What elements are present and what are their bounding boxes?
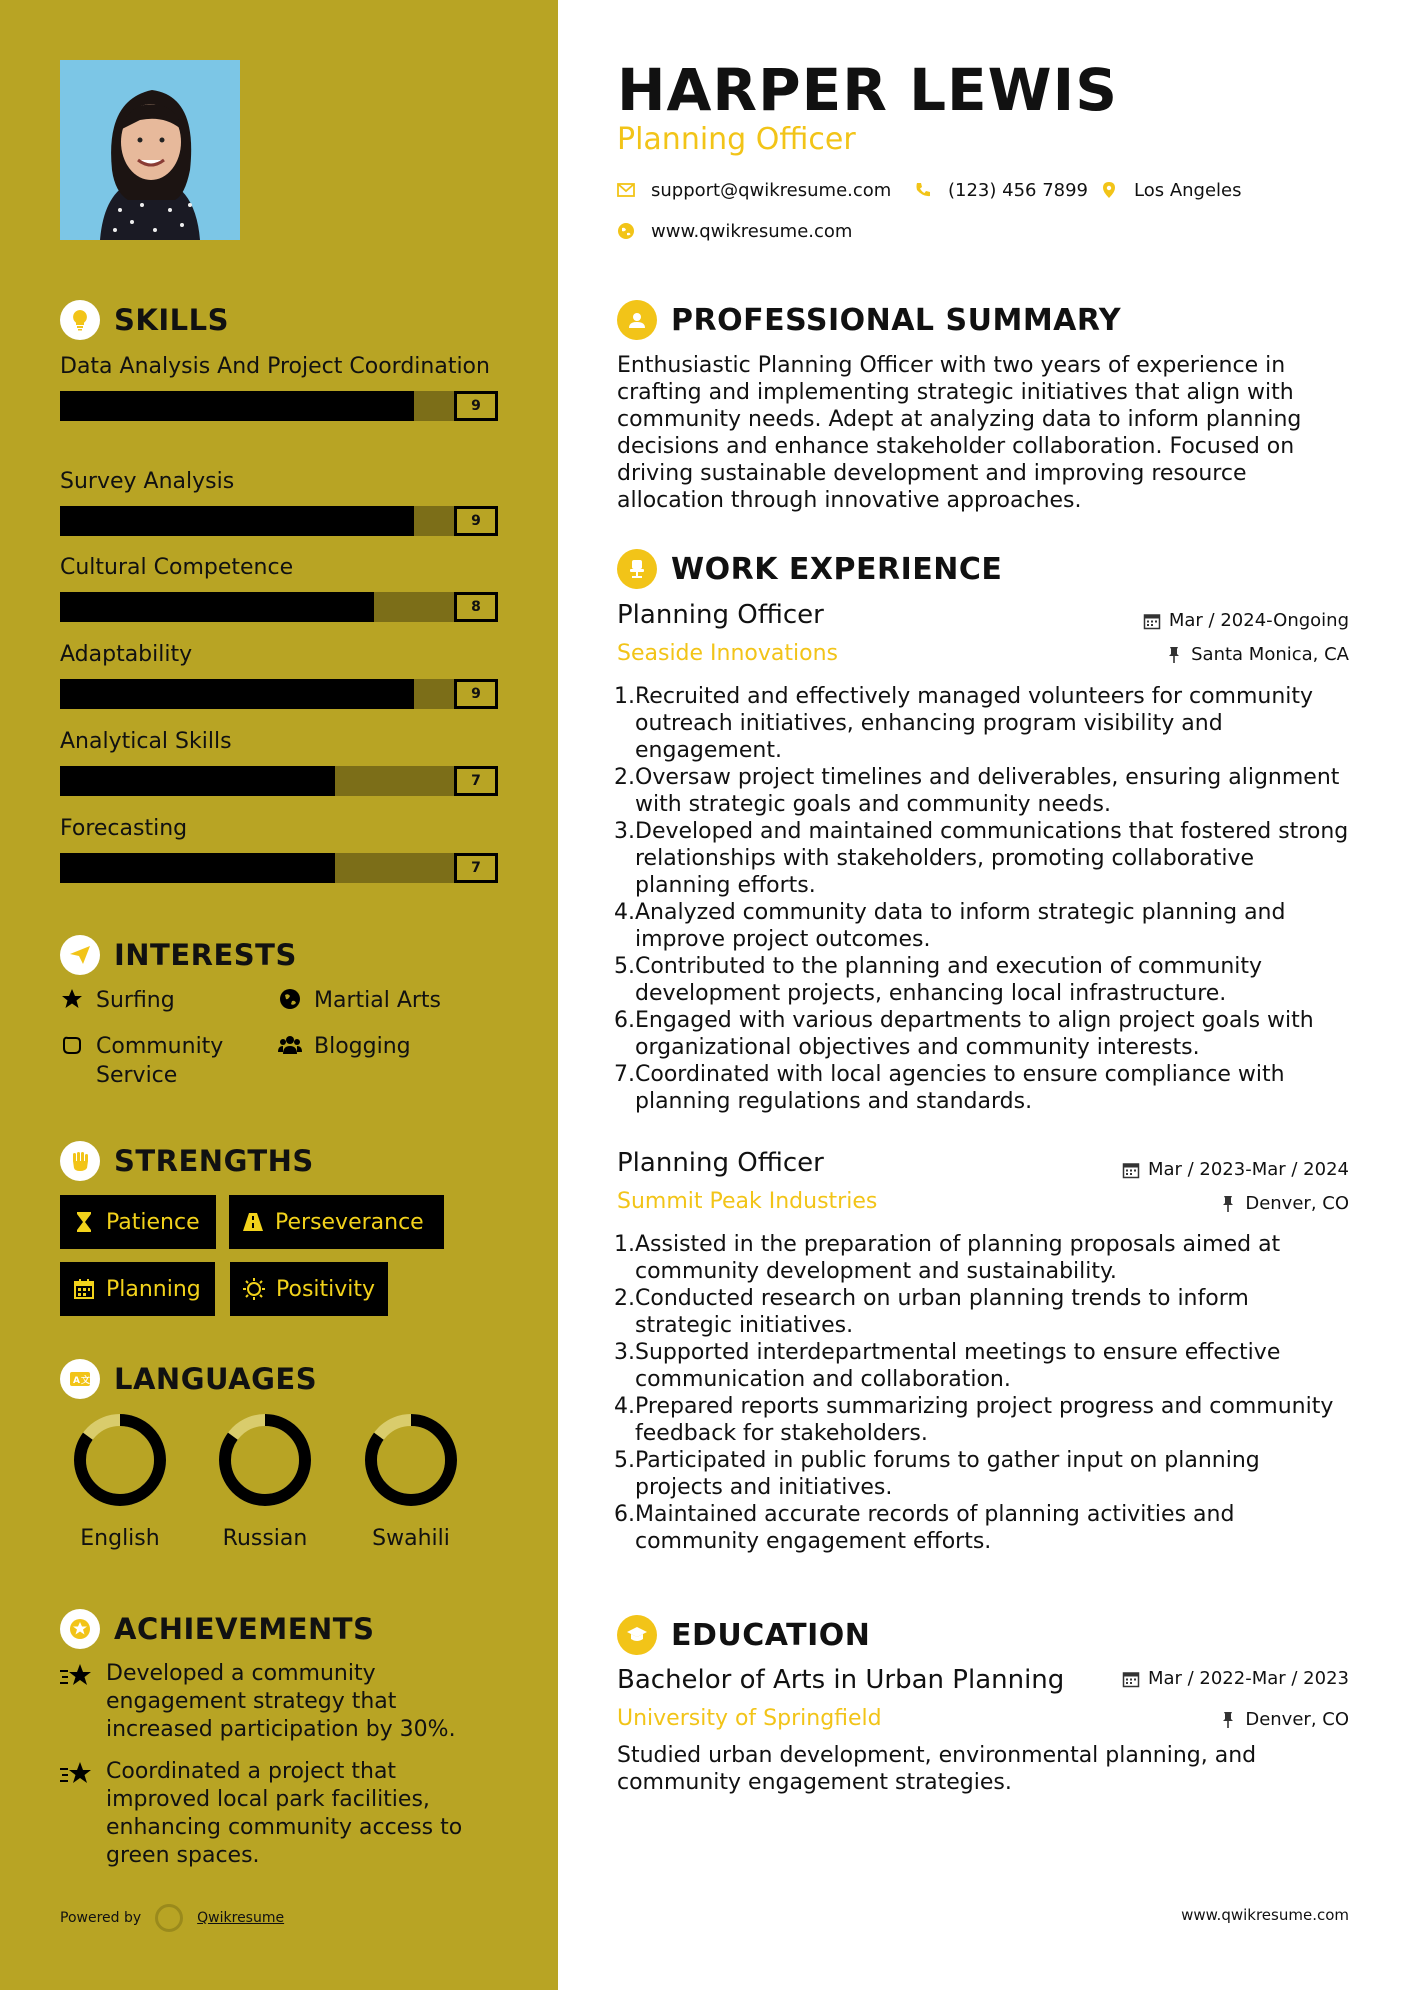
bullet-number: 6. [614, 1502, 635, 1527]
language-icon [60, 1359, 100, 1399]
language-ring [72, 1412, 168, 1508]
job-bullets [611, 1231, 1351, 1555]
contact-location [1100, 180, 1242, 201]
interest-item [278, 986, 441, 1015]
skill-item [60, 467, 498, 536]
achievement-item [60, 1660, 500, 1744]
bullet-number: 2. [614, 1286, 635, 1311]
bullet-item [611, 1061, 1351, 1115]
calendar-icon [1143, 612, 1161, 630]
language-name: English [80, 1526, 160, 1551]
languages-title: LANGUAGES [114, 1362, 318, 1396]
bullet-text: Contributed to the planning and execution of community development projects, enhancing local infrastructure. [635, 954, 1263, 1006]
skills-title: SKILLS [114, 303, 229, 337]
bullet-item [611, 764, 1351, 818]
language-item [351, 1412, 471, 1551]
interest-label: Blogging [314, 1034, 411, 1059]
svg-text:文: 文 [81, 1376, 91, 1386]
bullet-item [611, 1393, 1351, 1447]
achievements-title: ACHIEVEMENTS [114, 1612, 375, 1646]
skill-name: Cultural Competence [60, 555, 294, 580]
bullet-text: Developed and maintained communications that fostered strong relationships with stakeholders, promoting collaborative planning efforts. [635, 819, 1349, 898]
achievements-heading [60, 1609, 374, 1649]
interest-item [60, 986, 175, 1015]
job-dates [1122, 1159, 1349, 1180]
skill-bar-fill [60, 592, 374, 622]
job-location-text: Denver, CO [1245, 1193, 1349, 1214]
skill-bar [60, 853, 498, 883]
skills-heading [60, 300, 229, 340]
skill-item [60, 814, 498, 883]
strength-badge [230, 1262, 388, 1316]
bullet-number: 1. [614, 1232, 635, 1257]
location-text: Los Angeles [1134, 180, 1242, 201]
hand-icon [60, 1033, 86, 1059]
contact-phone[interactable] [914, 180, 1088, 201]
job-location-text: Santa Monica, CA [1191, 644, 1349, 665]
bullet-item [611, 953, 1351, 1007]
skill-name: Forecasting [60, 816, 188, 841]
globe-icon [617, 222, 637, 242]
office-chair-icon [617, 549, 657, 589]
bullet-text: Assisted in the preparation of planning proposals aimed at community development and sustainability. [635, 1232, 1281, 1284]
job-location [1219, 1193, 1349, 1214]
language-ring [363, 1412, 459, 1508]
website-text: www.qwikresume.com [651, 221, 853, 242]
language-item [60, 1412, 180, 1551]
lightbulb-icon [60, 300, 100, 340]
hourglass-icon [72, 1210, 96, 1234]
summary-heading [617, 300, 1121, 340]
bullet-text: Analyzed community data to inform strategic planning and improve project outcomes. [635, 900, 1286, 952]
bullet-number: 7. [614, 1062, 635, 1087]
bullet-text: Participated in public forums to gather input on planning projects and initiatives. [635, 1448, 1260, 1500]
calendar-icon [1122, 1161, 1140, 1179]
job-company: Seaside Innovations [617, 641, 838, 666]
svg-text:A: A [73, 1376, 80, 1386]
education-school: University of Springfield [617, 1706, 882, 1731]
road-icon [241, 1210, 265, 1234]
bullet-item [611, 683, 1351, 764]
skill-bar-fill [60, 506, 414, 536]
map-pin-icon [1100, 181, 1120, 201]
graduation-icon [617, 1615, 657, 1655]
skill-score: 7 [454, 853, 498, 883]
interest-label: Martial Arts [314, 988, 442, 1013]
pushpin-icon [1165, 646, 1183, 664]
bullet-text: Coordinated with local agencies to ensure compliance with planning regulations and standards. [635, 1062, 1285, 1114]
interest-item [60, 1032, 240, 1090]
bullet-number: 5. [614, 1448, 635, 1473]
fist-icon [60, 1141, 100, 1181]
languages-heading [60, 1359, 317, 1399]
education-location [1219, 1709, 1349, 1730]
skill-score: 7 [454, 766, 498, 796]
education-location-text: Denver, CO [1245, 1709, 1349, 1730]
education-degree: Bachelor of Arts in Urban Planning [617, 1665, 1065, 1695]
interest-label: Surfing [96, 988, 175, 1013]
strengths-heading [60, 1141, 314, 1181]
bullet-item [611, 899, 1351, 953]
bullet-text: Conducted research on urban planning trends to inform strategic initiatives. [635, 1286, 1249, 1338]
bullet-number: 3. [614, 1340, 635, 1365]
pushpin-icon [1219, 1711, 1237, 1729]
language-name: Swahili [372, 1526, 450, 1551]
contact-website[interactable] [617, 221, 852, 242]
skill-name: Adaptability [60, 642, 193, 667]
profile-photo-image [60, 60, 240, 240]
star-icon [60, 987, 86, 1013]
contact-email[interactable] [617, 180, 891, 201]
experience-heading [617, 549, 1002, 589]
bullet-item [611, 818, 1351, 899]
achievement-text: Coordinated a project that improved local park facilities, enhancing community access to green spaces. [106, 1759, 463, 1868]
skill-name: Analytical Skills [60, 729, 232, 754]
bullet-number: 6. [614, 1008, 635, 1033]
summary-text: Enthusiastic Planning Officer with two years of experience in crafting and implementing strategic initiatives that align with community needs. Adept at analyzing data to inform planning decisions and enhance stakeholder collaboration. Focused on driving sustainable development and improving resource allocation through innovative approaches. [617, 353, 1302, 513]
footer-url[interactable]: www.qwikresume.com [1181, 1906, 1349, 1924]
skill-name: Survey Analysis [60, 469, 235, 494]
skill-item [60, 352, 498, 421]
users-icon [278, 1033, 304, 1059]
job-title: Planning Officer [617, 1148, 824, 1178]
achievement-text: Developed a community engagement strategy that increased participation by 30%. [106, 1661, 456, 1742]
education-title: EDUCATION [671, 1617, 871, 1653]
bullet-item [611, 1007, 1351, 1061]
strength-badge [60, 1195, 216, 1249]
phone-icon [914, 181, 934, 201]
powered-by [60, 1904, 284, 1932]
summary-title: PROFESSIONAL SUMMARY [671, 302, 1122, 338]
email-text: support@qwikresume.com [651, 180, 892, 201]
job-company: Summit Peak Industries [617, 1189, 878, 1214]
paper-plane-icon [60, 935, 100, 975]
qwikresume-logo-icon [155, 1904, 183, 1932]
calendar-icon [72, 1277, 96, 1301]
skill-bar-fill [60, 391, 414, 421]
powered-label: Powered by [60, 1910, 142, 1926]
bullet-number: 3. [614, 819, 635, 844]
experience-title: WORK EXPERIENCE [671, 551, 1003, 587]
strength-label: Perseverance [275, 1209, 424, 1235]
trophy-star-icon [60, 1609, 100, 1649]
bullet-number: 1. [614, 684, 635, 709]
skill-bar [60, 391, 498, 421]
education-description: Studied urban development, environmental planning, and community engagement strategies. [617, 1743, 1257, 1795]
education-dates-text: Mar / 2022-Mar / 2023 [1147, 1668, 1349, 1689]
bullet-text: Recruited and effectively managed volunteers for community outreach initiatives, enhancing program visibility and engagement. [635, 684, 1314, 763]
skill-score: 9 [454, 679, 498, 709]
skill-bar [60, 679, 498, 709]
pushpin-icon [1219, 1195, 1237, 1213]
strength-badge [229, 1195, 444, 1249]
job-title: Planning Officer [617, 600, 824, 630]
job-dates-text: Mar / 2023-Mar / 2024 [1147, 1159, 1349, 1180]
language-ring [217, 1412, 313, 1508]
sun-icon [242, 1277, 266, 1301]
bullet-item [611, 1447, 1351, 1501]
skill-item [60, 553, 498, 622]
skill-score: 9 [454, 391, 498, 421]
strength-label: Patience [106, 1209, 200, 1235]
bullet-text: Engaged with various departments to align project goals with organizational objectives and community interests. [635, 1008, 1314, 1060]
achievement-item [60, 1758, 500, 1870]
bullet-number: 4. [614, 900, 635, 925]
profile-photo [60, 60, 240, 240]
skill-item [60, 727, 498, 796]
candidate-name: HARPER LEWIS [617, 56, 1118, 124]
star-burst-icon [60, 1760, 94, 1790]
skill-name: Data Analysis And Project Coordination [60, 354, 490, 379]
bullet-item [611, 1339, 1351, 1393]
strengths-title: STRENGTHS [114, 1144, 314, 1178]
skill-score: 9 [454, 506, 498, 536]
candidate-role: Planning Officer [617, 122, 856, 157]
skill-bar [60, 766, 498, 796]
calendar-icon [1122, 1670, 1140, 1688]
star-burst-icon [60, 1662, 94, 1692]
skill-bar-fill [60, 766, 335, 796]
bullet-number: 2. [614, 765, 635, 790]
job-dates-text: Mar / 2024-Ongoing [1168, 610, 1349, 631]
bullet-text: Maintained accurate records of planning activities and community engagement efforts. [635, 1502, 1235, 1554]
interest-item [278, 1032, 411, 1061]
bullet-item [611, 1231, 1351, 1285]
skill-bar [60, 592, 498, 622]
strength-label: Planning [106, 1276, 201, 1302]
bullet-text: Oversaw project timelines and deliverables, ensuring alignment with strategic goals and community needs. [635, 765, 1340, 817]
skill-bar-fill [60, 853, 335, 883]
job-location [1165, 644, 1349, 665]
education-dates [1122, 1668, 1349, 1689]
interest-label: Community Service [96, 1034, 224, 1088]
skill-bar-fill [60, 679, 414, 709]
strength-badge [60, 1262, 215, 1316]
sidebar [0, 0, 558, 1990]
skill-item [60, 640, 498, 709]
job-bullets [611, 683, 1351, 1115]
phone-text: (123) 456 7899 [948, 180, 1089, 201]
skill-bar [60, 506, 498, 536]
language-name: Russian [222, 1526, 308, 1551]
job-dates [1143, 610, 1349, 631]
bullet-text: Prepared reports summarizing project progress and community feedback for stakeholders. [635, 1394, 1334, 1446]
language-item [205, 1412, 325, 1551]
bullet-number: 5. [614, 954, 635, 979]
powered-brand-link[interactable]: Qwikresume [197, 1910, 285, 1926]
bullet-item [611, 1285, 1351, 1339]
interests-heading [60, 935, 297, 975]
bullet-item [611, 1501, 1351, 1555]
envelope-icon [617, 181, 637, 201]
user-icon [617, 300, 657, 340]
globe-icon [278, 987, 304, 1013]
education-heading [617, 1615, 870, 1655]
strength-label: Positivity [276, 1276, 376, 1302]
interests-title: INTERESTS [114, 938, 297, 972]
skill-score: 8 [454, 592, 498, 622]
bullet-number: 4. [614, 1394, 635, 1419]
bullet-text: Supported interdepartmental meetings to ensure effective communication and collaboration. [635, 1340, 1281, 1392]
